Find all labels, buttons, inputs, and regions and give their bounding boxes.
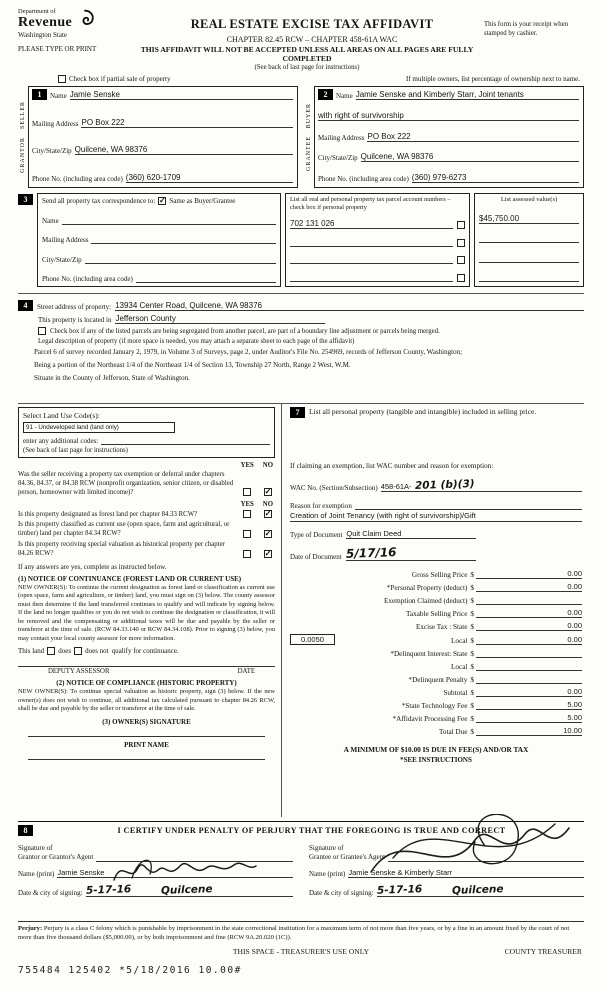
seller-mailing-label: Mailing Address [32, 119, 79, 128]
personal-property-checkbox-2[interactable] [457, 239, 465, 247]
buyer-phone-label: Phone No. (including area code) [318, 175, 409, 183]
affidavit-processing-fee-row: *Affidavit Processing Fee $ 5.00 [392, 713, 582, 723]
wac-number-handwritten: 201 (b)(3) [414, 477, 475, 493]
corr-name-label: Name [42, 216, 59, 225]
grantee-signature-label-2: Grantee or Grantee's Agent [309, 853, 386, 862]
money-rows [290, 566, 582, 736]
treasurer-row [18, 947, 584, 956]
land-does-not-checkbox[interactable] [74, 647, 82, 655]
delinquent-penalty-field[interactable] [476, 674, 582, 684]
parcel-field-3[interactable] [290, 254, 453, 264]
land-qualify-row: This land does does not qualify for continuance. [18, 647, 179, 656]
located-county-field[interactable]: Jefferson County [115, 314, 325, 324]
receipt-note [484, 8, 584, 38]
certify-statement: I CERTIFY UNDER PENALTY OF PERJURY THAT THE FOREGOING IS TRUE AND CORRECT [117, 826, 506, 835]
delinquent-interest-local-row: Local $ [290, 661, 582, 671]
buyer-section [304, 86, 584, 188]
receipt-note-line2: when stamped by cashier. [484, 21, 569, 38]
seller-csz-label: City/State/Zip [32, 147, 72, 156]
print-name-line[interactable] [28, 751, 265, 760]
q4-yes-checkbox[interactable] [243, 550, 251, 558]
exemption-intro: If claiming an exemption, list WAC number and reason for exemption: [290, 462, 494, 470]
delinquent-interest-state-row: *Delinquent Interest: State $ [290, 648, 582, 658]
land-use-column [18, 404, 282, 817]
multiple-owners-note: If multiple owners, list percentage of ownership next to name. [406, 75, 580, 83]
grantee-signature-block [309, 838, 584, 897]
notice-compliance-body: NEW OWNER(S): To continue special valuation as historic property, sign (3) below. If the new owner(s) does not wish to continue, all additional tax calculated pursuant to chapter 84.26 RCW, shall be due and payable by the seller or transferor at the time of sale. [18, 688, 275, 713]
seller-phone-label: Phone No. (including area code) [32, 174, 123, 183]
legal-description-text [34, 348, 584, 383]
certification-section [18, 821, 584, 913]
parcel-field-4[interactable] [290, 272, 453, 282]
subtotal-field[interactable]: 0.00 [476, 687, 582, 697]
corr-phone-label: Phone No. (including area code) [42, 275, 133, 283]
section-4-badge: 4 [18, 300, 33, 311]
main-columns [18, 403, 584, 817]
segregated-checkbox[interactable] [38, 327, 46, 335]
seller-role-top: SELLER [20, 101, 26, 130]
parcel-numbers-box [285, 193, 470, 287]
owners-signature-title: (3) OWNER(S) SIGNATURE [102, 717, 191, 726]
question-current-use: Is this property classified as current use (open space, farm and agricultural, or timber) land per chapter 84.34 RCW? ✓ [18, 521, 272, 539]
street-address-label: Street address of property: [37, 303, 112, 311]
corr-name-field[interactable] [62, 215, 276, 225]
corr-mailing-field[interactable] [91, 234, 276, 244]
grantee-name-print-label: Name (print) [309, 870, 346, 879]
same-as-buyer-label: Same as Buyer/Grantee [169, 197, 236, 205]
section-8-badge: 8 [18, 825, 33, 836]
title-block [140, 8, 484, 44]
perjury-text: Perjury is a class C felony which is punishable by imprisonment in the state correctional institution for a maximum term of not more than five years, or by a fine in an amount fixed by the court of not more than five thousand dollars ($5,000.00), or by both imprisonment and fine (RCW 9A.20.020 (1C)). [18, 925, 570, 942]
parties-row [18, 86, 584, 188]
partial-sale-checkbox[interactable] [58, 75, 66, 83]
personal-property-blank-area[interactable] [290, 418, 582, 462]
seller-mailing-field[interactable]: PO Box 222 [81, 118, 293, 128]
seller-section [18, 86, 298, 188]
affidavit-processing-fee-field[interactable]: 5.00 [476, 713, 582, 723]
form-chapter: CHAPTER 82.45 RCW – CHAPTER 458-61A WAC [226, 35, 398, 44]
notice-continuance-body: NEW OWNER(S): To continue the current designation as forest land or classification as current use (open space, farm and agriculture, or timber) land, you must sign on (3) below. The county assessor must then determine if the land transferred continues to qualify and will indicate by signing below. If the land no longer qualifies or you do not wish to continue the designation or classification, it will be removed and the compensating or additional taxes will be due and payable by the seller or transferor at the time of sale. (RCW 84.33.140 or RCW 84.34.108). Prior to signing (3) below, you may contact your local county assessor for more information. [18, 583, 275, 642]
grantor-name-print-field[interactable]: Jamie Senske [57, 868, 293, 878]
question-forest-land: Is this property designated as forest land per chapter 84.33 RCW? ✓ [18, 509, 272, 519]
same-as-buyer-checkbox[interactable]: ✓ [158, 196, 166, 205]
assessed-field-3[interactable] [479, 253, 579, 263]
county-treasurer-label: COUNTY TREASURER [504, 947, 582, 957]
buyer-mailing-field[interactable]: PO Box 222 [367, 132, 579, 142]
logo-revenue-line: Revenue [18, 15, 73, 30]
correspondence-parcel-section [18, 193, 584, 287]
q2-yes-checkbox[interactable] [243, 510, 251, 518]
corr-csz-field[interactable] [85, 254, 276, 264]
perjury-label: Perjury: [18, 925, 43, 932]
grantee-date-city-field[interactable]: 5-17-16 Quilcene [377, 884, 584, 897]
section-7-badge: 7 [290, 407, 305, 418]
acceptance-warning: THIS AFFIDAVIT WILL NOT BE ACCEPTED UNLESS ALL AREAS ON ALL PAGES ARE FULLY COMPLETED [140, 45, 474, 63]
delinquent-interest-local-field[interactable] [476, 661, 582, 671]
buyer-name-label: Name [336, 92, 353, 100]
parcel-field-1[interactable]: 702 131 026 [290, 219, 453, 229]
buyer-csz-label: City/State/Zip [318, 154, 358, 163]
reason-exemption-field[interactable] [355, 500, 582, 510]
seller-role-bottom: GRANTOR [20, 137, 26, 173]
document-type-label: Type of Document [290, 531, 343, 539]
yes-header-1: YES [240, 462, 254, 469]
form-header [18, 8, 584, 44]
buyer-role-bottom: GRANTEE [306, 136, 312, 172]
wac-number-field[interactable]: 458-61A- 201 (b)(3) [381, 479, 582, 492]
street-address-field[interactable]: 13934 Center Road, Quilcene, WA 98376 [115, 301, 584, 311]
buyer-mailing-label: Mailing Address [318, 133, 365, 142]
excise-tax-local-field[interactable]: 0.00 [476, 635, 582, 645]
personal-property-checkbox-3[interactable] [457, 256, 465, 264]
personal-property-deduct-field[interactable]: 0.00 [476, 582, 582, 592]
no-header-1: NO [262, 462, 273, 469]
segregated-label: Check box if any of the listed parcels are being segregated from another parcel, are part of a boundary line adjustment or parcels being merged. [50, 328, 440, 335]
receipt-note-line1: This form is your receipt [484, 21, 552, 28]
local-rate-field[interactable]: 0.0050 [290, 634, 335, 645]
taxable-selling-price-field[interactable]: 0.00 [476, 608, 582, 618]
wac-number-label: WAC No. (Section/Subsection) [290, 484, 378, 492]
dor-swirl-icon [75, 9, 95, 29]
land-use-title: Select Land Use Code(s): [23, 411, 100, 420]
excise-tax-state-row: Excise Tax : State $ 0.00 [415, 621, 582, 631]
grantor-name-print-label: Name (print) [18, 870, 55, 879]
document-date-label: Date of Document [290, 553, 342, 561]
grantor-signature-label-2: Grantor or Grantor's Agent [18, 853, 94, 862]
taxable-selling-price-row: Taxable Selling Price $ 0.00 [406, 608, 582, 618]
gross-selling-price-row: Gross Selling Price $ 0.00 [411, 569, 582, 579]
logo-dept-line: Department of [18, 8, 56, 15]
grantee-name-print-field[interactable]: Jamie Senske & Kimberly Starr [348, 868, 584, 878]
corr-csz-label: City/State/Zip [42, 255, 82, 264]
minimum-due-note: A MINIMUM OF $10.00 IS DUE IN FEE(S) AND/OR TAX [343, 745, 529, 754]
land-use-box [18, 407, 275, 458]
exemption-claimed-row: Exemption Claimed (deduct) $ [290, 595, 582, 605]
grantee-signature-line[interactable] [388, 850, 584, 862]
send-correspondence-label: Send all property tax correspondence to: [42, 197, 156, 205]
section-3-badge: 3 [18, 194, 33, 205]
assessed-values-box [474, 193, 584, 287]
buyer-phone-field[interactable]: (360) 979-6273 [412, 173, 579, 183]
state-technology-fee-field[interactable]: 5.00 [476, 700, 582, 710]
personal-property-label: List all personal property (tangible and intangible) included in selling price. [309, 407, 537, 416]
seller-phone-field[interactable]: (360) 620-1709 [126, 173, 293, 183]
reason-exemption-value[interactable]: Creation of Joint Tenancy (with right of survivorship)/Gift [290, 511, 582, 522]
header-subrow [18, 45, 584, 71]
q1-yes-checkbox[interactable] [243, 488, 251, 496]
total-due-row: Total Due $ 10.00 [438, 726, 582, 736]
legal-description-label: Legal description of property (if more space is needed, you may attach a separate sheet to each page of the affidavit) [38, 338, 355, 345]
seller-csz-field[interactable]: Quilcene, WA 98376 [75, 145, 293, 155]
excise-tax-state-field[interactable]: 0.00 [476, 621, 582, 631]
land-use-see-back: (See back of last page for instructions) [23, 447, 128, 454]
legal-paragraph-1: Parcel 6 of survey recorded January 2, 1979, in Volume 3 of Surveys, page 2, under Auditor's File No. 254969, records of Jefferson County, Washington; [34, 348, 463, 356]
question-exemption-deferral: Was the seller receiving a property tax exemption or deferral under chapters 84.36, 84.37, or 84.38 RCW (nonprofit organization, senior citizen, or disabled person, homeowner with limited income)? ✓ [18, 471, 272, 497]
buyer-name-field[interactable]: Jamie Senske and Kimberly Starr, Joint tenants [356, 90, 579, 100]
reason-exemption-label: Reason for exemption [290, 502, 352, 510]
q1-no-checkbox[interactable]: ✓ [264, 487, 272, 497]
exemption-claimed-field[interactable] [476, 595, 582, 605]
located-in-label: This property is located in [38, 316, 112, 324]
logo-state-line: Washington State [18, 31, 68, 39]
form-title: REAL ESTATE EXCISE TAX AFFIDAVIT [190, 17, 434, 31]
cashier-stamp-line: 755484 125402 *5/18/2016 10.00# [18, 965, 242, 977]
buyer-side-label [304, 86, 314, 188]
see-instructions-note: *SEE INSTRUCTIONS [400, 756, 472, 764]
personal-property-deduct-row: *Personal Property (deduct) $ 0.00 [386, 582, 582, 592]
deputy-assessor-row [18, 666, 275, 675]
no-header-2: NO [262, 501, 273, 509]
question-historic-property: Is this property receiving special valuation as historical property per chapter 84.26 RCW? ✓ [18, 541, 272, 558]
buyer-csz-field[interactable]: Quilcene, WA 98376 [361, 152, 579, 162]
notice-continuance-title: (1) NOTICE OF CONTINUANCE (FOREST LAND OR CURRENT USE) [18, 574, 242, 583]
section-1-badge: 1 [32, 89, 47, 100]
additional-codes-field[interactable] [101, 435, 270, 445]
legal-paragraph-2: Being a portion of the Northeast 1/4 of the Northeast 1/4 of Section 13, Township 27 North, Range 2 West, W.M. [34, 360, 351, 369]
assessed-field-2[interactable] [479, 233, 579, 243]
see-back-note: (See back of last page for instructions) [254, 64, 360, 71]
dor-logo-text [18, 8, 72, 39]
land-does-checkbox[interactable] [47, 647, 55, 655]
delinquent-penalty-row: *Delinquent Penalty $ [290, 674, 582, 684]
seller-name-label: Name [50, 92, 67, 100]
owners-signature-line[interactable] [28, 728, 265, 737]
deputy-assessor-label: DEPUTY ASSESSOR [48, 668, 110, 676]
grantee-signature-label-1: Signature of [309, 844, 344, 852]
seller-side-label [18, 86, 28, 188]
grantor-signature-label-1: Signature of [18, 844, 53, 852]
additional-codes-label: enter any additional codes: [23, 437, 99, 445]
q3-no-checkbox[interactable]: ✓ [264, 529, 272, 539]
personal-property-checkbox-4[interactable] [457, 274, 465, 282]
property-description-section [18, 293, 584, 401]
document-type-field[interactable]: Quit Claim Deed [346, 529, 476, 539]
perjury-statement [18, 921, 584, 942]
delinquent-interest-state-field[interactable] [476, 648, 582, 658]
parcel-numbers-header: List all real and personal property tax parcel account numbers – check box if personal property [290, 196, 451, 211]
total-due-field[interactable]: 10.00 [476, 726, 582, 736]
buyer-role-top: BUYER [306, 102, 312, 129]
buyer-name-field-line2[interactable]: with right of survivorship [318, 111, 579, 121]
dor-logo [18, 8, 140, 39]
section-2-badge: 2 [318, 89, 333, 100]
partial-sale-label: Check box if partial sale of property [69, 75, 171, 83]
corr-mailing-label: Mailing Address [42, 236, 89, 244]
deputy-date-label: DATE [237, 668, 255, 676]
land-use-code-field[interactable]: 91 - Undeveloped land (land only) [23, 422, 175, 433]
partial-sale-row [58, 75, 580, 83]
tax-computation-column [282, 404, 584, 817]
assessed-field-1[interactable]: $45,750.00 [479, 214, 579, 224]
grantor-signature-block [18, 838, 293, 897]
state-technology-fee-row: *State Technology Fee $ 5.00 [401, 700, 582, 710]
gross-selling-price-field[interactable]: 0.00 [476, 569, 582, 579]
parcel-field-2[interactable] [290, 237, 453, 247]
notice-compliance-title: (2) NOTICE OF COMPLIANCE (HISTORIC PROPERTY) [56, 679, 237, 688]
print-name-title: PRINT NAME [124, 740, 169, 749]
assessed-values-header: List assessed value(s) [500, 196, 558, 203]
personal-property-checkbox-1[interactable] [457, 221, 465, 229]
tax-correspondence-box [37, 193, 281, 287]
grantor-date-city-field[interactable]: 5-17-16 Quilcene [86, 884, 293, 897]
please-type-label: PLEASE TYPE OR PRINT [18, 45, 97, 53]
q3-yes-checkbox[interactable] [243, 530, 251, 538]
grantor-date-city-label: Date & city of signing: [18, 889, 83, 898]
q4-no-checkbox[interactable]: ✓ [264, 548, 272, 558]
subtotal-row: Subtotal $ 0.00 [443, 687, 582, 697]
q2-no-checkbox[interactable]: ✓ [264, 509, 272, 519]
treasurer-space-label: THIS SPACE - TREASURER'S USE ONLY [232, 947, 370, 957]
corr-phone-field[interactable] [136, 273, 276, 283]
excise-tax-local-row: 0.0050 Local $ 0.00 [290, 634, 582, 645]
if-yes-note: If any answers are yes, complete as instructed below. [18, 562, 167, 571]
yes-header-2: YES [240, 501, 254, 509]
grantee-date-city-label: Date & city of signing: [309, 889, 374, 898]
assessed-field-4[interactable] [479, 272, 579, 282]
document-date-field[interactable]: 5/17/16 [346, 546, 476, 561]
grantor-signature-line[interactable] [96, 850, 293, 862]
seller-name-field[interactable]: Jamie Senske [70, 90, 293, 100]
legal-paragraph-3: Situate in the County of Jefferson, State of Washington. [34, 373, 190, 382]
